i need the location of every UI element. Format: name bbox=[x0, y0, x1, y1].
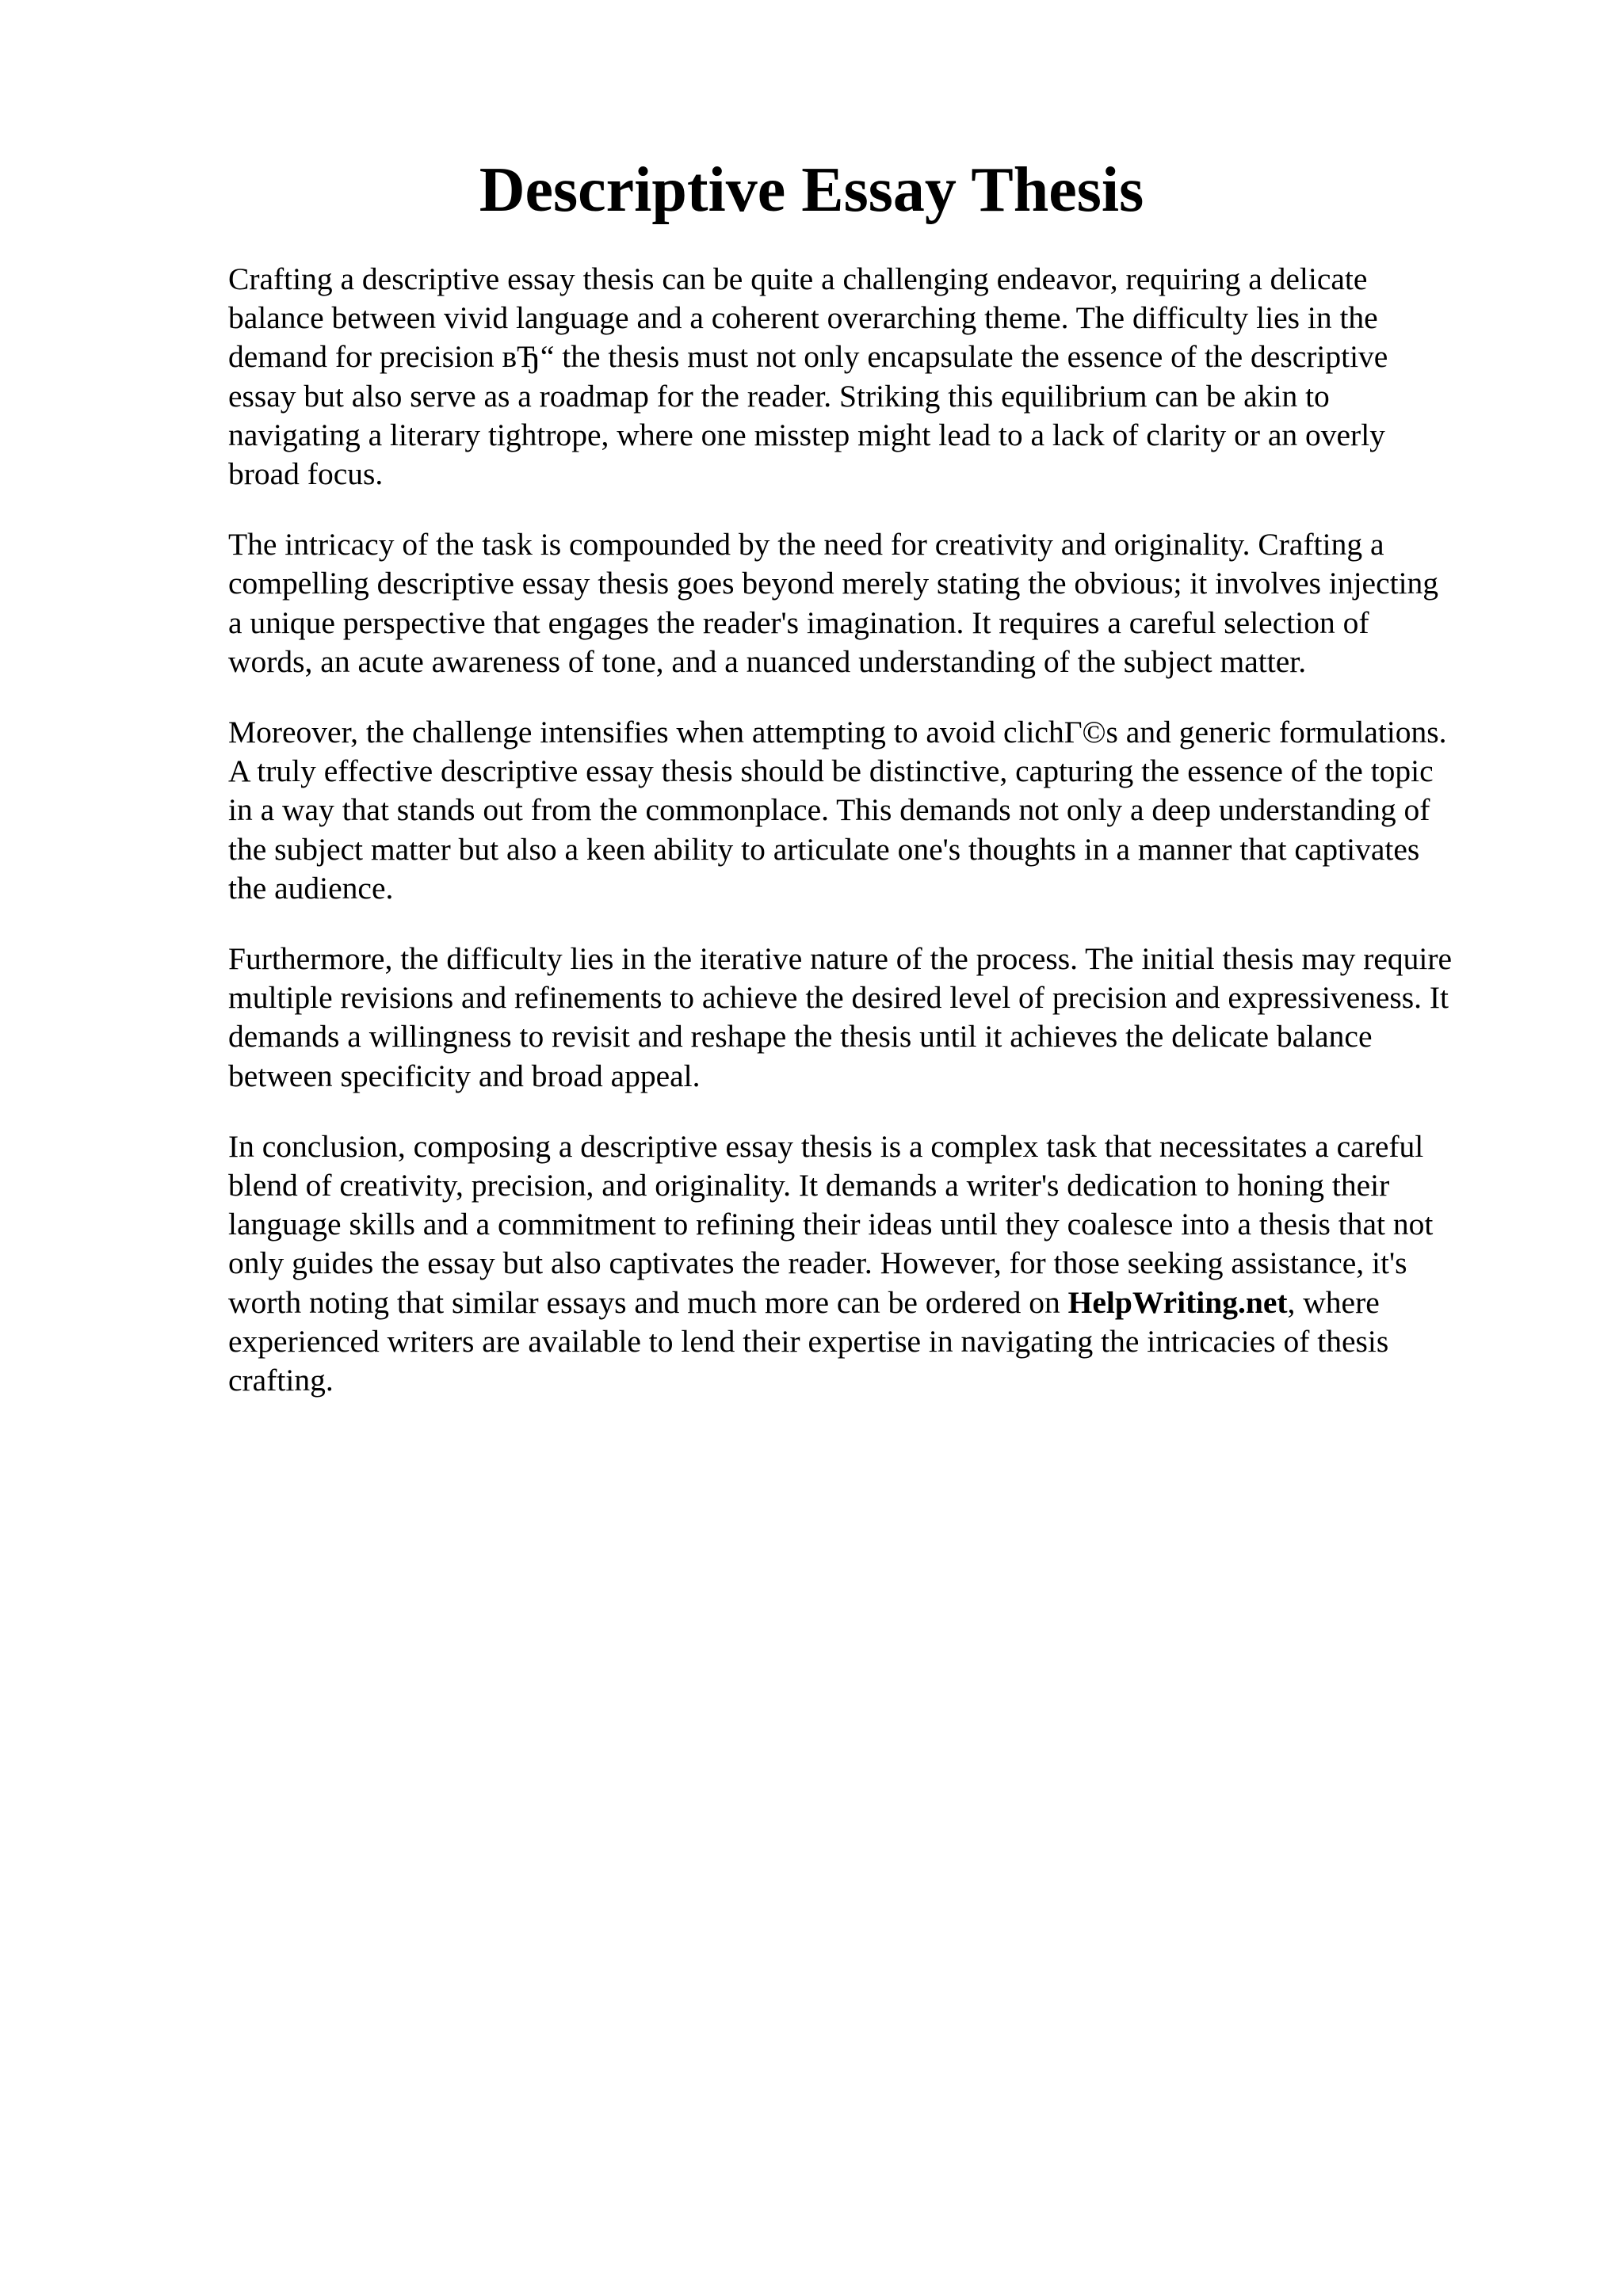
helpwriting-link[interactable]: HelpWriting.net bbox=[1067, 1284, 1288, 1320]
paragraph-1-line: essay but also serve as a roadmap for the reader. Striking this equilibrium can be akin to bbox=[228, 378, 1330, 414]
brand-line-suffix: , where bbox=[1287, 1284, 1380, 1320]
paragraph-5-line: In conclusion, composing a descriptive essay thesis is a complex task that necessitates a careful bbox=[228, 1128, 1424, 1164]
paragraph-3-line: in a way that stands out from the commonplace. This demands not only a deep understanding of bbox=[228, 792, 1430, 828]
paragraph-2-line: words, an acute awareness of tone, and a nuanced understanding of the subject matter. bbox=[228, 643, 1307, 679]
paragraph-1-line: broad focus. bbox=[228, 456, 384, 492]
paragraph-2 bbox=[228, 525, 1528, 681]
paragraph-1-line: navigating a literary tightrope, where one misstep might lead to a lack of clarity or an overly bbox=[228, 417, 1385, 452]
paragraph-3-line: the audience. bbox=[228, 870, 394, 906]
page-title: Descriptive Essay Thesis bbox=[479, 155, 1144, 225]
paragraph-1-line: demand for precision вЂ“ the thesis must not only encapsulate the essence of the descriptive bbox=[228, 339, 1388, 375]
paragraph-2-line: a unique perspective that engages the reader's imagination. It requires a careful selection of bbox=[228, 605, 1369, 640]
paragraph-5-line: language skills and a commitment to refining their ideas until they coalesce into a thesis that not bbox=[228, 1207, 1434, 1242]
paragraph-3 bbox=[228, 713, 1528, 908]
paragraph-1-line: balance between vivid language and a coherent overarching theme. The difficulty lies in the bbox=[228, 300, 1378, 336]
paragraph-4 bbox=[228, 940, 1528, 1096]
paragraph-4-line: demands a willingness to revisit and reshape the thesis until it achieves the delicate balance bbox=[228, 1019, 1373, 1055]
paragraph-4-line: Furthermore, the difficulty lies in the iterative nature of the process. The initial thesis may require bbox=[228, 941, 1453, 977]
paragraph-3-line: A truly effective descriptive essay thesis should be distinctive, capturing the essence of the topic bbox=[228, 753, 1434, 789]
paragraph-3-line: Moreover, the challenge intensifies when attempting to avoid clichГ©s and generic formulations. bbox=[228, 715, 1447, 750]
paragraph-2-line: compelling descriptive essay thesis goes beyond merely stating the obvious; it involves injecting bbox=[228, 566, 1439, 601]
paragraph-5-brand-line bbox=[228, 1283, 1528, 1322]
brand-line-prefix: worth noting that similar essays and much more can be ordered on bbox=[228, 1284, 1068, 1320]
document-body bbox=[228, 260, 1528, 1432]
paragraph-5-line: blend of creativity, precision, and originality. It demands a writer's dedication to honing their bbox=[228, 1168, 1390, 1203]
paragraph-1 bbox=[228, 260, 1528, 494]
paragraph-5-line: only guides the essay but also captivates the reader. However, for those seeking assistance, it's bbox=[228, 1245, 1407, 1281]
paragraph-1-line: Crafting a descriptive essay thesis can be quite a challenging endeavor, requiring a delicate bbox=[228, 261, 1368, 296]
paragraph-5-line: crafting. bbox=[228, 1363, 334, 1398]
paragraph-4-line: multiple revisions and refinements to achieve the desired level of precision and expressiveness. It bbox=[228, 980, 1449, 1016]
paragraph-2-line: The intricacy of the task is compounded by the need for creativity and originality. Crafting a bbox=[228, 527, 1384, 563]
paragraph-5 bbox=[228, 1127, 1528, 1400]
paragraph-5-line: experienced writers are available to lend their expertise in navigating the intricacies of thesis bbox=[228, 1323, 1389, 1359]
paragraph-3-line: the subject matter but also a keen ability to articulate one's thoughts in a manner that captivates bbox=[228, 831, 1420, 867]
paragraph-4-line: between specificity and broad appeal. bbox=[228, 1058, 701, 1093]
